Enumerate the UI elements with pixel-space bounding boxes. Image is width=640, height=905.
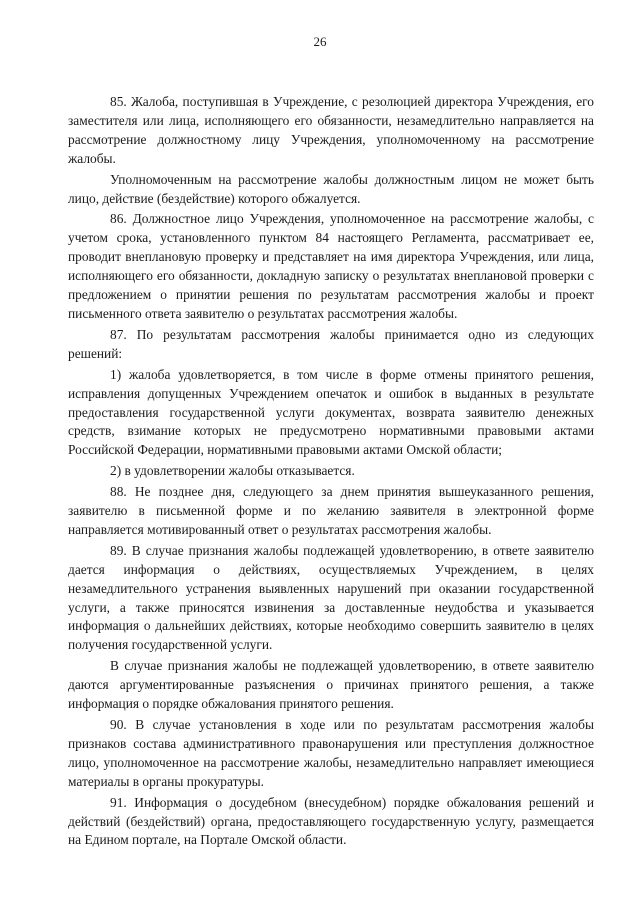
paragraph-90: 90. В случае установления в ходе или по результатам рассмотрения жалобы признаков состава административного правонарушения или преступления должностное лицо, уполномоченное на рассмотрение жалобы, незамедлительно направляет имеющиеся материалы в органы прокуратуры. xyxy=(68,717,594,789)
paragraph-87-item-2: 2) в удовлетворении жалобы отказывается. xyxy=(110,463,355,479)
paragraph-86: 86. Должностное лицо Учреждения, уполномоченное на рассмотрение жалобы, с учетом срока, установленного пунктом 84 настоящего Регламента, рассматривает ее, проводит внеплановую проверку и представляет на имя директора Учреждения, или лица, исполняющего его обязанности, докладную записку о результатах внеплановой проверки с предложением о принятии решения по результатам рассмотрения жалобы и проект письменного ответа заявителю о результатах рассмотрения жалобы. xyxy=(68,211,594,321)
paragraph-85-note: Уполномоченным на рассмотрение жалобы должностным лицом не может быть лицо, действие (бездействие) которого обжалуется. xyxy=(68,171,594,206)
document-body xyxy=(68,93,594,850)
paragraph-87-item-1: 1) жалоба удовлетворяется, в том числе в форме отмены принятого решения, исправления допущенных Учреждением опечаток и ошибок в выданных в результате предоставления государственной услуги документах, возврата заявителю денежных средств, взимание которых не предусмотрено нормативными правовыми актами Российской Федерации, нормативными правовыми актами Омской области; xyxy=(68,366,594,458)
paragraph-87: 87. По результатам рассмотрения жалобы принимается одно из следующих решений: xyxy=(68,326,594,361)
page-number: 26 xyxy=(313,34,327,49)
paragraph-85: 85. Жалоба, поступившая в Учреждение, с резолюцией директора Учреждения, его заместителя или лица, исполняющего его обязанности, незамедлительно направляется на рассмотрение должностному лицу Учреждения, уполномоченному на рассмотрение жалобы. xyxy=(68,94,594,166)
paragraph-89-note: В случае признания жалобы не подлежащей удовлетворению, в ответе заявителю даются аргументированные разъяснения о причинах принятого решения, а также информация о порядке обжалования принятого решения. xyxy=(68,658,594,712)
paragraph-88: 88. Не позднее дня, следующего за днем принятия вышеуказанного решения, заявителю в письменной форме и по желанию заявителя в электронной форме направляется мотивированный ответ о результатах рассмотрения жалобы. xyxy=(68,484,594,537)
paragraph-89: 89. В случае признания жалобы подлежащей удовлетворению, в ответе заявителю дается информация о действиях, осуществляемых Учреждением, в целях незамедлительного устранения выявленных нарушений при оказании государственной услуги, а также приносятся извинения за доставленные неудобства и указывается информация о дальнейших действиях, которые необходимо совершить заявителю в целях получения государственной услуги. xyxy=(68,542,594,653)
paragraph-91: 91. Информация о досудебном (внесудебном) порядке обжалования решений и действий (бездействий) органа, предоставляющего государственную услугу, размещается на Едином портале, на Портале Омской области. xyxy=(68,794,594,848)
